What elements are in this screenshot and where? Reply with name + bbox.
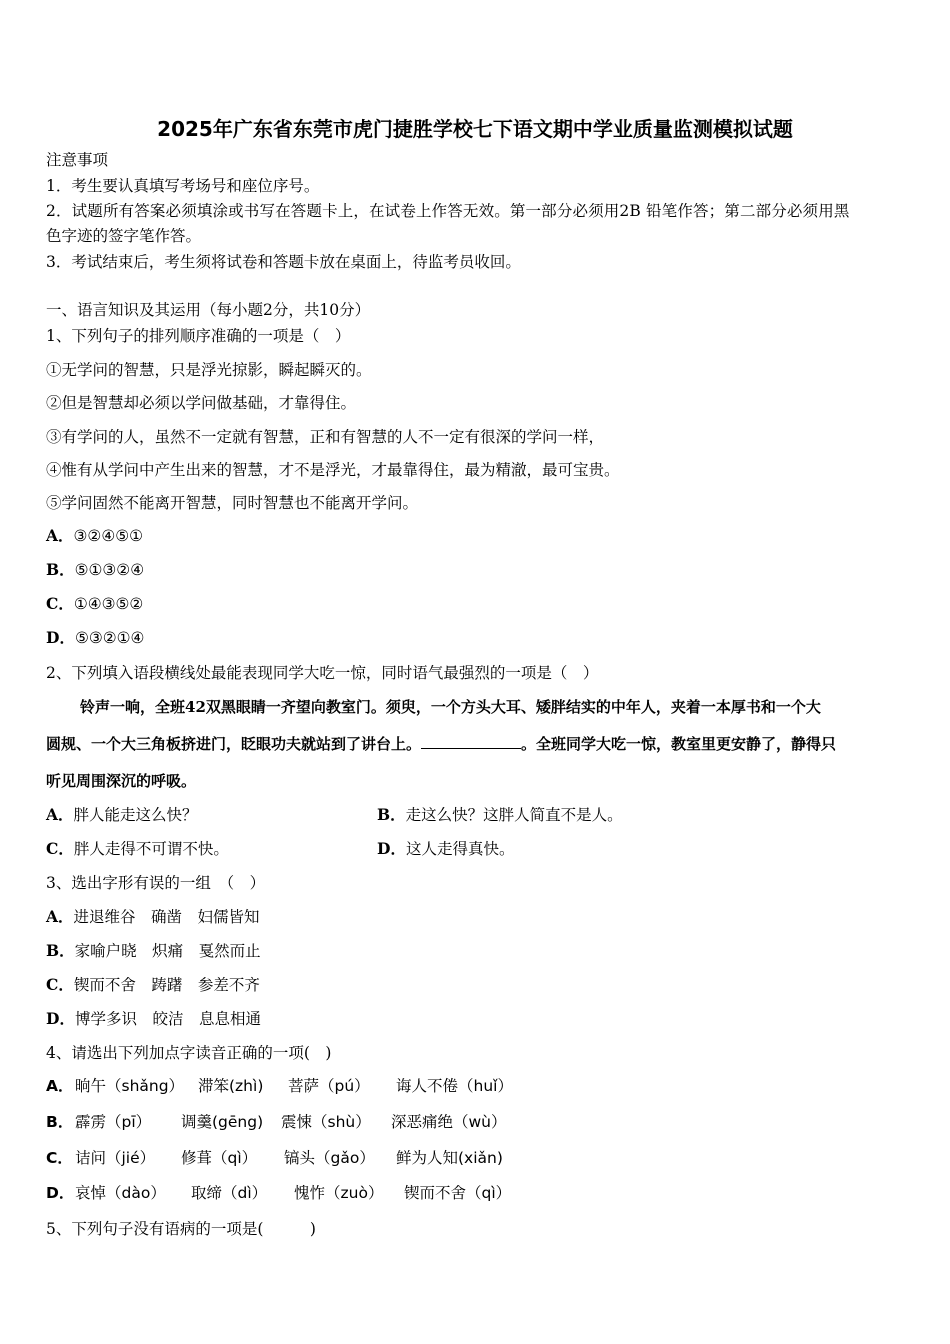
- passage-text: 圆规、一个大三角板挤进门，眨眼功夫就站到了讲台上。: [46, 735, 422, 753]
- option-b: [377, 805, 623, 825]
- option-text: 博学多识 皎洁 息息相通: [74, 1010, 261, 1028]
- question-stem: 2、下列填入语段横线处最能表现同学大吃一惊，同时语气最强烈的一项是（ ）: [46, 664, 599, 682]
- exam-title: 2025年广东省东莞市虎门捷胜学校七下语文期中学业质量监测模拟试题: [157, 117, 793, 141]
- option-b: [46, 560, 144, 580]
- pinyin-item: 鲜为人知(xiǎn): [396, 1149, 503, 1167]
- option-c: [46, 839, 229, 859]
- pinyin-item: 诘问（jié）: [75, 1149, 156, 1167]
- option-letter: D．: [46, 1184, 75, 1202]
- pinyin-item: 取缔（dì）: [191, 1184, 268, 1202]
- option-letter: C．: [46, 839, 74, 858]
- option-text: 家喻户晓 炽痛 戛然而止: [74, 942, 261, 960]
- option-letter: A．: [46, 805, 74, 824]
- option-text: ③②④⑤①: [73, 527, 144, 545]
- pinyin-item: 晌午（shǎng）: [75, 1077, 185, 1095]
- option-letter: C．: [46, 1149, 73, 1167]
- passage-line: 听见周围深沉的呼吸。: [46, 772, 197, 790]
- option-text: 胖人走得不可谓不快。: [73, 840, 229, 858]
- sentence: ②但是智慧却必须以学问做基础，才靠得住。: [46, 394, 357, 412]
- option-text: 进退维谷 确凿 妇儒皆知: [73, 908, 260, 926]
- pinyin-item: 震悚（shù）: [281, 1113, 371, 1131]
- option-a: [46, 1076, 906, 1098]
- sentence: ⑤学问固然不能离开智慧，同时智慧也不能离开学问。: [46, 494, 419, 512]
- question-stem: 1、下列句子的排列顺序准确的一项是（ ）: [46, 327, 351, 345]
- notice-item: 2．试题所有答案必须填涂或书写在答题卡上，在试卷上作答无效。第一部分必须用2B 铅笔作答；第二部分必须用黑: [46, 202, 850, 220]
- pinyin-item: 调羹(gēng): [181, 1113, 264, 1131]
- sentence: ③有学问的人，虽然不一定就有智慧，正和有智慧的人不一定有很深的学问一样，: [46, 428, 605, 446]
- option-letter: C．: [46, 975, 74, 994]
- question-stem: 3、选出字形有误的一组 （ ）: [46, 874, 266, 892]
- question-stem: 5、下列句子没有语病的一项是( ): [46, 1220, 316, 1238]
- option-letter: B．: [377, 805, 406, 824]
- option-text: 锲而不舍 踌躇 参差不齐: [73, 976, 260, 994]
- option-letter: C．: [46, 594, 74, 613]
- section-heading: 一、语言知识及其运用（每小题2分，共10分）: [46, 301, 371, 319]
- question-stem: 4、请选出下列加点字读音正确的一项( ): [46, 1044, 332, 1062]
- notice-heading: 注意事项: [46, 151, 109, 169]
- pinyin-item: 修葺（qì）: [181, 1149, 258, 1167]
- pinyin-item: 深恶痛绝（wù）: [391, 1113, 507, 1131]
- option-text: ①④③⑤②: [73, 595, 144, 613]
- pinyin-item: 愧怍（zuò）: [294, 1184, 384, 1202]
- sentence: ④惟有从学问中产生出来的智慧，才不是浮光，才最靠得住，最为精澈，最可宝贵。: [46, 461, 620, 479]
- passage-text: 。全班同学大吃一惊，教室里更安静了，静得只: [521, 735, 837, 753]
- notice-item: 3．考试结束后，考生须将试卷和答题卡放在桌面上，待监考员收回。: [46, 253, 521, 271]
- option-letter: D．: [46, 1009, 75, 1028]
- pinyin-item: 滞笨(zhì): [198, 1077, 264, 1095]
- option-letter: B．: [46, 941, 75, 960]
- option-a: [46, 805, 198, 825]
- pinyin-item: 镐头（gǎo）: [284, 1149, 375, 1167]
- option-d: [46, 1183, 906, 1205]
- option-b: [46, 941, 261, 961]
- option-a: [46, 526, 143, 546]
- option-c: [46, 975, 260, 995]
- option-text: ⑤③②①④: [74, 629, 145, 647]
- option-d: [46, 628, 144, 648]
- option-text: 走这么快？这胖人简直不是人。: [405, 806, 623, 824]
- option-text: ⑤①③②④: [74, 561, 145, 579]
- pinyin-item: 诲人不倦（huǐ）: [396, 1077, 513, 1095]
- option-d: [377, 839, 514, 859]
- option-letter: A．: [46, 526, 74, 545]
- pinyin-item: 菩萨（pú）: [288, 1077, 370, 1095]
- passage-line: [46, 734, 836, 754]
- option-a: [46, 907, 260, 927]
- option-letter: D．: [377, 839, 406, 858]
- passage-line: 铃声一响，全班42双黑眼睛一齐望向教室门。须臾，一个方头大耳、矮胖结实的中年人，夹着一本厚书和一个大: [80, 698, 821, 716]
- pinyin-item: 霹雳（pī）: [75, 1113, 152, 1131]
- fill-blank: [421, 734, 521, 749]
- option-c: [46, 594, 143, 614]
- option-c: [46, 1148, 906, 1170]
- pinyin-item: 哀悼（dào）: [75, 1184, 166, 1202]
- option-d: [46, 1009, 261, 1029]
- option-letter: A．: [46, 1077, 74, 1095]
- sentence: ①无学问的智慧，只是浮光掠影，瞬起瞬灭的。: [46, 361, 372, 379]
- notice-item: 1．考生要认真填写考场号和座位序号。: [46, 177, 320, 195]
- option-letter: A．: [46, 907, 74, 926]
- notice-item: 色字迹的签字笔作答。: [46, 227, 202, 245]
- option-letter: B．: [46, 560, 75, 579]
- pinyin-item: 锲而不舍（qì）: [404, 1184, 512, 1202]
- option-text: 这人走得真快。: [405, 840, 515, 858]
- option-b: [46, 1112, 906, 1134]
- option-letter: B．: [46, 1113, 74, 1131]
- option-letter: D．: [46, 628, 75, 647]
- option-text: 胖人能走这么快？: [73, 806, 198, 824]
